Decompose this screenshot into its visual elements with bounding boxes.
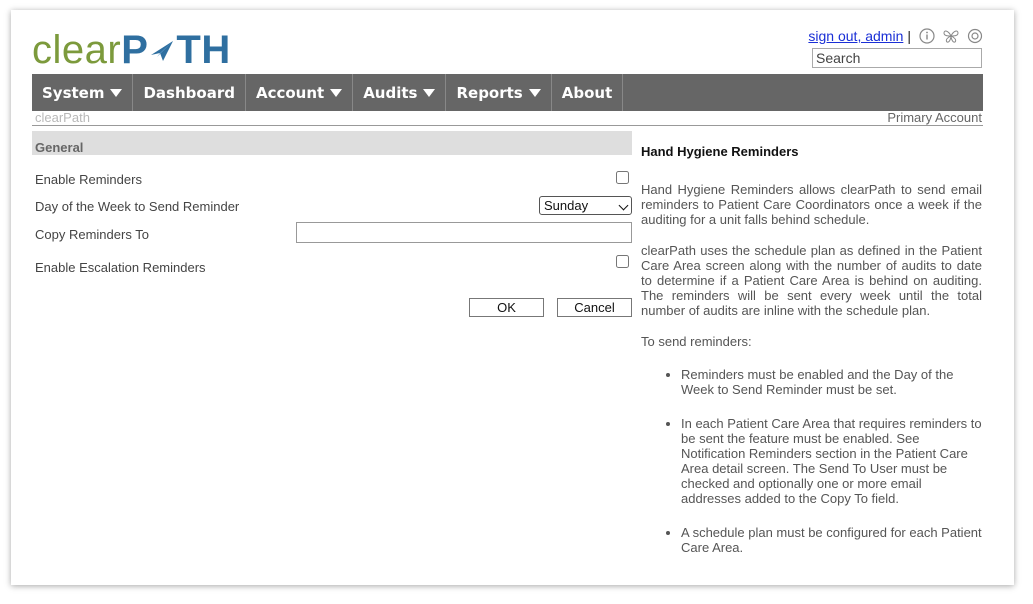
nav-dashboard[interactable]: Dashboard — [133, 74, 245, 111]
escalation-checkbox[interactable] — [616, 255, 629, 268]
dropdown-arrow-icon — [529, 89, 541, 97]
list-item: • In each Patient Care Area that requires reminders to be sent the feature must be enabled. See Notification Reminders section in the Patient Care Area detail screen. The Send To User must be checked and optionally one or more email addresses added to the Copy To field. — [681, 416, 982, 506]
cancel-button[interactable]: Cancel — [557, 298, 632, 317]
nav-about[interactable]: About — [552, 74, 624, 111]
help-paragraph: Hand Hygiene Reminders allows clearPath to send email reminders to Patient Care Coordinators once a week if the auditing for a unit falls behind schedule. — [641, 182, 982, 227]
day-of-week-select[interactable]: Sunday — [539, 196, 632, 215]
list-item: • Reminders must be enabled and the Day of the Week to Send Reminder must be set. — [681, 367, 982, 397]
section-header — [32, 131, 632, 155]
user-links — [808, 28, 983, 44]
chevron-down-icon — [619, 201, 629, 211]
list-item: • A schedule plan must be configured for each Patient Care Area. — [681, 525, 982, 555]
support-icon[interactable] — [967, 28, 983, 44]
nav-system[interactable]: System — [32, 74, 133, 111]
info-icon[interactable] — [919, 28, 935, 44]
copy-to-label: Copy Reminders To — [35, 227, 149, 242]
section-title: General — [35, 140, 84, 155]
dropdown-arrow-icon — [330, 89, 342, 97]
nav-audits[interactable]: Audits — [353, 74, 446, 111]
copy-to-input[interactable] — [296, 222, 632, 243]
breadcrumb — [32, 111, 983, 126]
breadcrumb-home[interactable]: clearPath — [35, 110, 90, 125]
help-list — [641, 367, 982, 555]
help-title: Hand Hygiene Reminders — [641, 144, 799, 159]
ok-button[interactable]: OK — [469, 298, 544, 317]
enable-reminders-label: Enable Reminders — [35, 172, 142, 187]
paper-plane-icon — [149, 35, 175, 65]
current-account: Primary Account — [887, 110, 982, 125]
enable-reminders-checkbox[interactable] — [616, 171, 629, 184]
help-paragraph: To send reminders: — [641, 334, 752, 349]
search-input[interactable] — [812, 48, 982, 68]
help-paragraph: clearPath uses the schedule plan as defined in the Patient Care Area screen along with the number of audits to date to determine if a Patient Care Area is behind on auditing. The reminders will be sent every week until the total number of audits are inline with the schedule plan. — [641, 243, 982, 318]
nav-account[interactable]: Account — [246, 74, 353, 111]
butterfly-icon[interactable] — [943, 28, 959, 44]
main-nav — [32, 74, 983, 111]
escalation-label: Enable Escalation Reminders — [35, 260, 206, 275]
clearpath-logo: clearP TH — [32, 28, 231, 72]
help-panel — [641, 141, 982, 574]
dropdown-arrow-icon — [423, 89, 435, 97]
separator: | — [907, 28, 911, 44]
signout-link[interactable]: sign out, admin — [808, 28, 904, 44]
dropdown-arrow-icon — [110, 89, 122, 97]
day-of-week-label: Day of the Week to Send Reminder — [35, 199, 240, 214]
nav-reports[interactable]: Reports — [446, 74, 551, 111]
